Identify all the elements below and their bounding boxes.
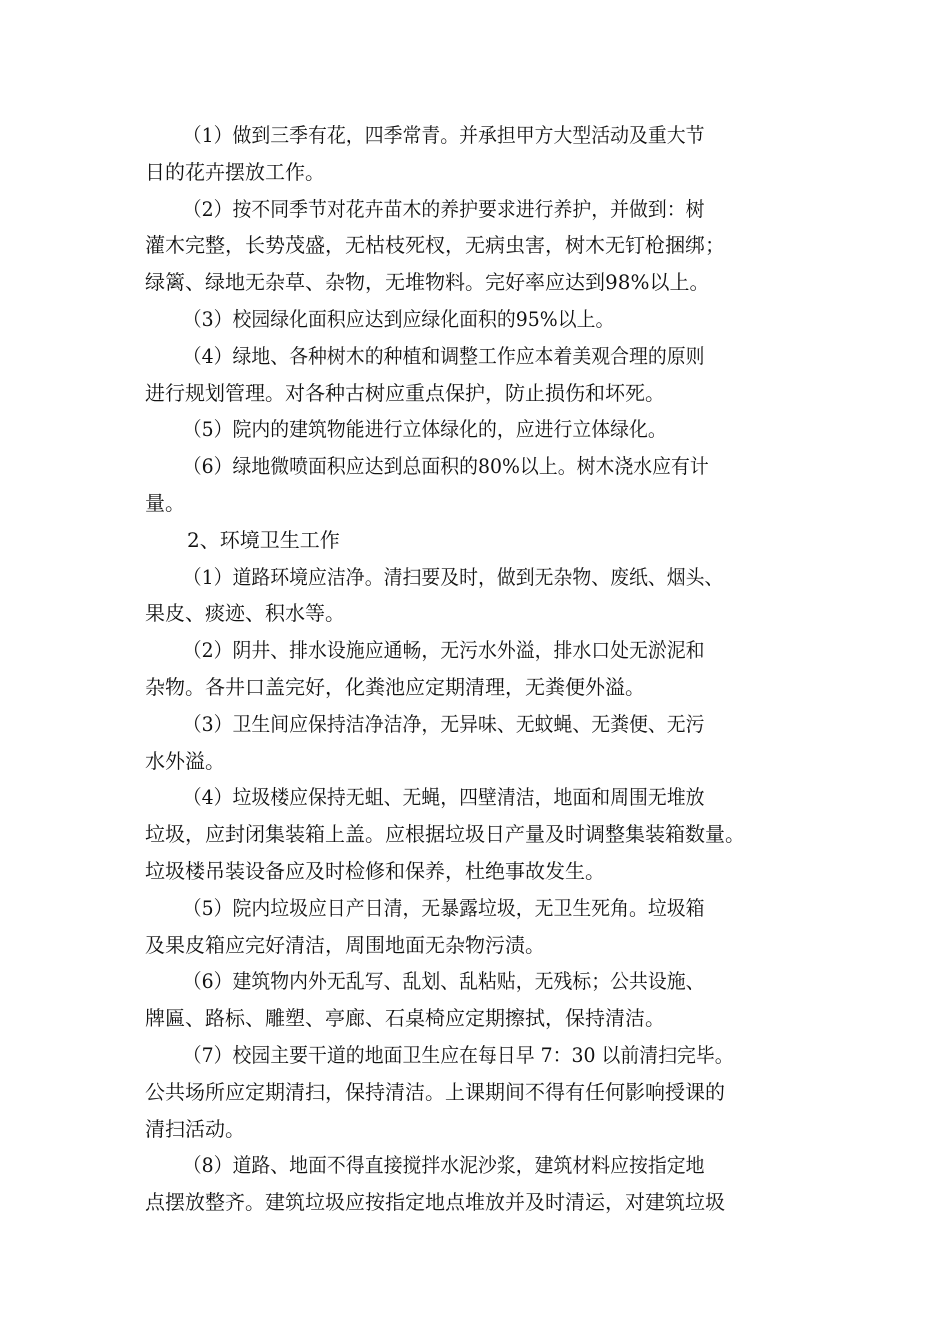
text-line: （5）院内垃圾应日产日清，无暴露垃圾，无卫生死角。垃圾箱 [182, 895, 705, 920]
section-heading [145, 522, 825, 559]
text-line: 及果皮箱应完好清洁，周围地面无杂物污渍。 [145, 932, 545, 957]
body-paragraph [145, 338, 825, 412]
text-line: （3）校园绿化面积应达到应绿化面积的95%以上。 [182, 306, 615, 331]
text-line: （6）建筑物内外无乱写、乱划、乱粘贴，无残标；公共设施、 [182, 969, 705, 994]
text-line: 2、环境卫生工作 [187, 527, 340, 552]
text-line: （7）校园主要干道的地面卫生应在每日早 7：30 以前清扫完毕。 [182, 1042, 734, 1067]
text-line: 点摆放整齐。建筑垃圾应按指定地点堆放并及时清运，对建筑垃圾 [145, 1190, 725, 1215]
text-line: 公共场所应定期清扫，保持清洁。上课期间不得有任何影响授课的 [145, 1079, 725, 1104]
body-paragraph [145, 963, 825, 1037]
body-paragraph [145, 779, 825, 889]
body-paragraph [145, 301, 825, 338]
body-paragraph [145, 117, 825, 191]
text-line: 牌匾、路标、雕塑、亭廊、石桌椅应定期擦拭，保持清洁。 [145, 1006, 665, 1031]
text-line: 进行规划管理。对各种古树应重点保护，防止损伤和坏死。 [145, 380, 665, 405]
text-line: 日的花卉摆放工作。 [145, 159, 325, 184]
text-line: 绿篱、绿地无杂草、杂物，无堆物料。完好率应达到98%以上。 [145, 270, 710, 295]
text-line: （6）绿地微喷面积应达到总面积的80%以上。树木浇水应有计 [182, 454, 709, 479]
text-line: （4）绿地、各种树木的种植和调整工作应本着美观合理的原则 [182, 343, 705, 368]
text-line: 灌木完整，长势茂盛，无枯枝死杈，无病虫害，树木无钉枪捆绑； [145, 233, 725, 258]
body-paragraph [145, 559, 825, 633]
text-line: （3）卫生间应保持洁净洁净，无异味、无蚊蝇、无粪便、无污 [182, 711, 705, 736]
text-line: 量。 [145, 490, 185, 515]
text-line: 果皮、痰迹、积水等。 [145, 601, 345, 626]
text-line: 垃圾楼吊装设备应及时检修和保养，杜绝事故发生。 [145, 858, 605, 883]
body-paragraph [145, 1037, 825, 1147]
text-line: （5）院内的建筑物能进行立体绿化的，应进行立体绿化。 [182, 417, 667, 442]
text-line: 水外溢。 [145, 748, 225, 773]
text-line: （2）按不同季节对花卉苗木的养护要求进行养护，并做到：树 [182, 196, 705, 221]
text-line: 清扫活动。 [145, 1116, 245, 1141]
text-line: （1）道路环境应洁净。清扫要及时，做到无杂物、废纸、烟头、 [182, 564, 724, 589]
body-paragraph [145, 1147, 825, 1221]
body-paragraph [145, 890, 825, 964]
body-paragraph [145, 448, 825, 522]
text-line: （1）做到三季有花，四季常青。并承担甲方大型活动及重大节 [182, 123, 705, 147]
text-line: （2）阴井、排水设施应通畅，无污水外溢，排水口处无淤泥和 [182, 638, 705, 663]
text-line: 垃圾，应封闭集装箱上盖。应根据垃圾日产量及时调整集装箱数量。 [145, 822, 745, 847]
text-line: （8）道路、地面不得直接搅拌水泥沙浆，建筑材料应按指定地 [182, 1153, 705, 1178]
text-line: 杂物。各井口盖完好，化粪池应定期清理，无粪便外溢。 [145, 674, 645, 699]
body-paragraph [145, 632, 825, 706]
document-body [145, 117, 825, 1221]
body-paragraph [145, 706, 825, 780]
text-line: （4）垃圾楼应保持无蛆、无蝇，四壁清洁，地面和周围无堆放 [182, 785, 705, 810]
body-paragraph [145, 411, 825, 448]
body-paragraph [145, 191, 825, 301]
